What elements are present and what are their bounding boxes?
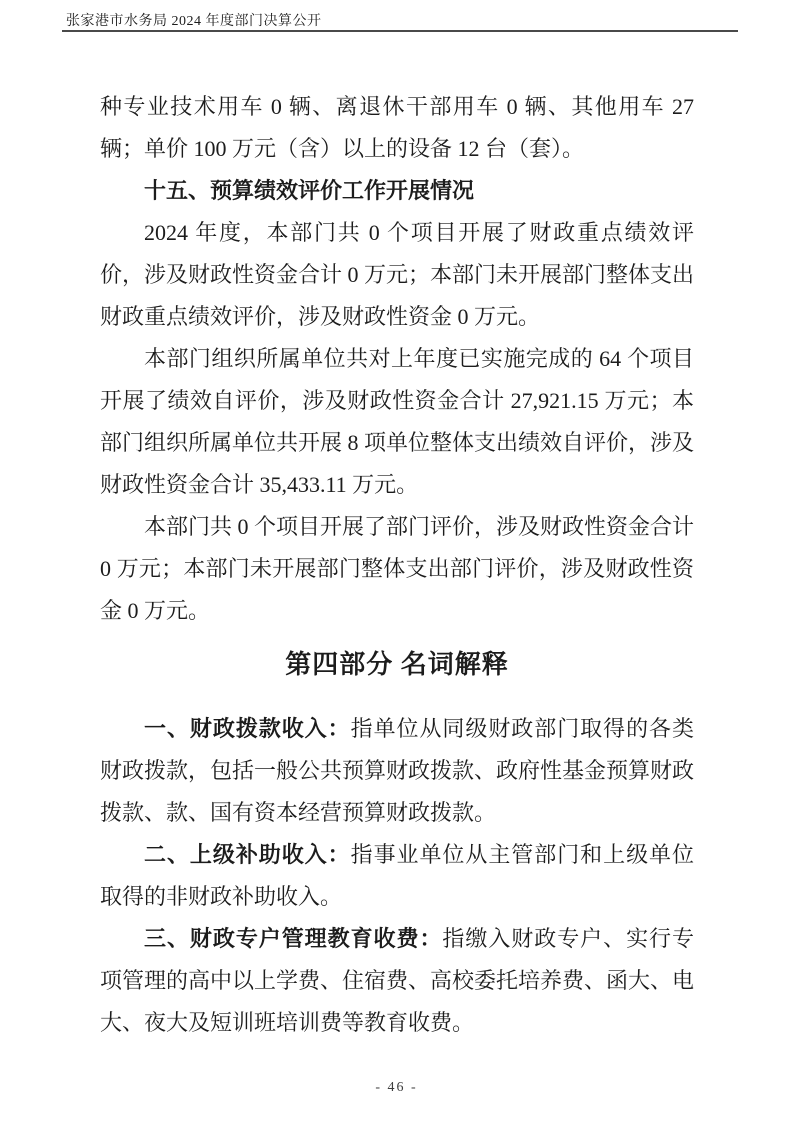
- section15-paragraph-3: 本部门共 0 个项目开展了部门评价，涉及财政性资金合计 0 万元；本部门未开展部门整体支出部门评价，涉及财政性资金 0 万元。: [100, 514, 695, 623]
- section15-heading: 十五、预算绩效评价工作开展情况: [144, 178, 475, 203]
- page-footer: [0, 1080, 793, 1096]
- definition-1-text: 指单位从同级财政部门取得的各类财政拨款，包括一般公共预算财政拨款、政府性基金预算财政拨款、款、国有资本经营预算财政拨款。: [100, 716, 695, 825]
- section15-paragraph-1: 2024 年度，本部门共 0 个项目开展了财政重点绩效评价，涉及财政性资金合计 0 万元；本部门未开展部门整体支出财政重点绩效评价，涉及财政性资金 0 万元。: [100, 220, 695, 329]
- definition-3-term: 三、财政专户管理教育收费：: [144, 926, 443, 951]
- header-rule: [62, 30, 738, 32]
- page-number: - 46 -: [375, 1080, 418, 1095]
- document-body: [100, 86, 694, 1044]
- header-title: 张家港市水务局 2024 年度部门决算公开: [66, 14, 322, 29]
- part4-title: 第四部分 名词解释: [285, 650, 509, 679]
- definition-1: [100, 708, 694, 834]
- definition-3-text: 指缴入财政专户、实行专项管理的高中以上学费、住宿费、高校委托培养费、函大、电大、夜大及短训班培训费等教育收费。: [100, 926, 695, 1035]
- definition-2-text: 指事业单位从主管部门和上级单位取得的非财政补助收入。: [100, 842, 694, 909]
- definition-2-term: 二、上级补助收入：: [144, 842, 351, 867]
- section15-paragraph-2: 本部门组织所属单位共对上年度已实施完成的 64 个项目开展了绩效自评价，涉及财政性资金合计 27,921.15 万元；本部门组织所属单位共开展 8 项单位整体支出绩效自评价，涉及财政性资金合计 35,433.11 万元。: [100, 346, 695, 497]
- definition-1-term: 一、财政拨款收入：: [144, 716, 351, 741]
- definition-2: [100, 834, 694, 918]
- definition-3: [100, 918, 694, 1044]
- paragraph-vehicles-equipment: 种专业技术用车 0 辆、离退休干部用车 0 辆、其他用车 27 辆；单价 100 万元（含）以上的设备 12 台（套）。: [100, 94, 694, 161]
